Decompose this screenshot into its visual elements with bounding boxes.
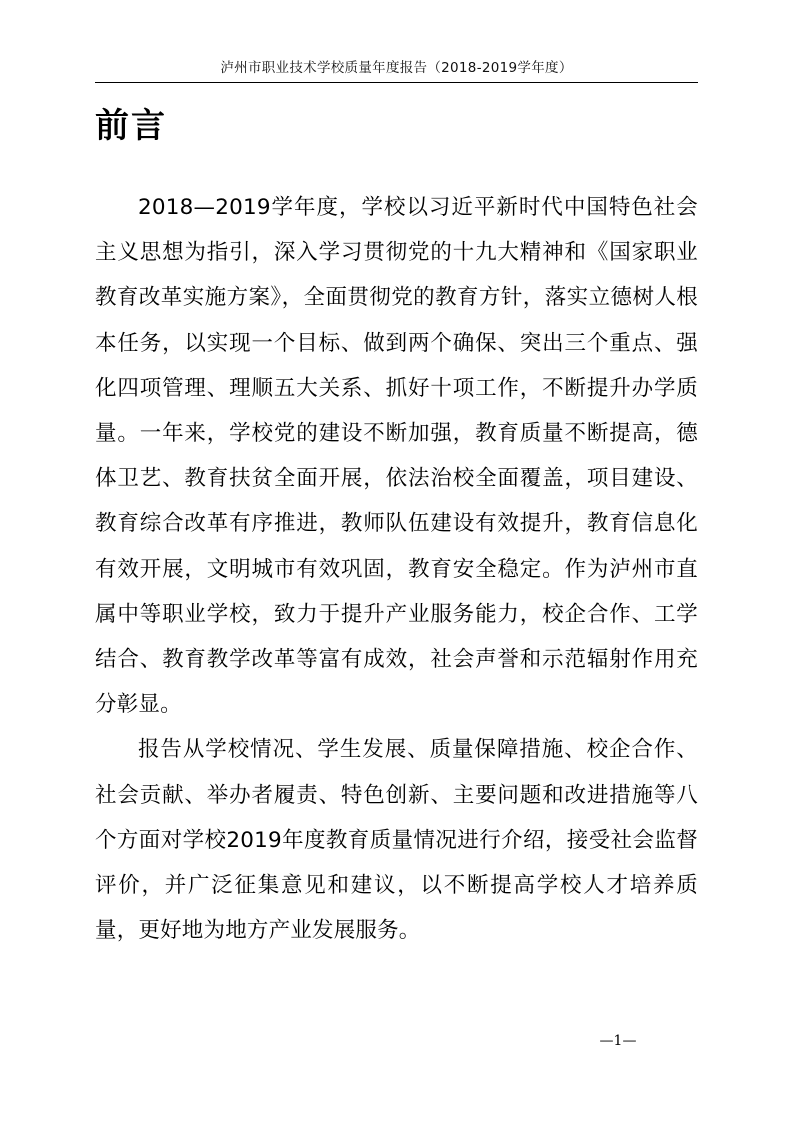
header-divider [95,82,698,83]
running-header: 泸州市职业技术学校质量年度报告（2018-2019学年度） [220,60,573,76]
body-text [95,185,698,953]
paragraph-1: 2018—2019学年度，学校以习近平新时代中国特色社会主义思想为指引，深入学习贯彻党的十九大精神和《国家职业教育改革实施方案》，全面贯彻党的教育方针，落实立德树人根本任务，以实现一个目标、做到两个确保、突出三个重点、强化四项管理、理顺五大关系、抓好十项工作，不断提升办学质量。一年来，学校党的建设不断加强，教育质量不断提高，德体卫艺、教育扶贫全面开展，依法治校全面覆盖，项目建设、教育综合改革有序推进，教师队伍建设有效提升，教育信息化有效开展，文明城市有效巩固，教育安全稳定。作为泸州市直属中等职业学校，致力于提升产业服务能力，校企合作、工学结合、教育教学改革等富有成效，社会声誉和示范辐射作用充分彰显。 [95,195,698,718]
page-title: 前言 [95,106,167,146]
page-number: —1— [599,1033,637,1049]
paragraph-2: 报告从学校情况、学生发展、质量保障措施、校企合作、社会贡献、举办者履责、特色创新、主要问题和改进措施等八个方面对学校2019年度教育质量情况进行介绍，接受社会监督评价，并广泛征集意见和建议，以不断提高学校人才培养质量，更好地为地方产业发展服务。 [95,737,698,944]
